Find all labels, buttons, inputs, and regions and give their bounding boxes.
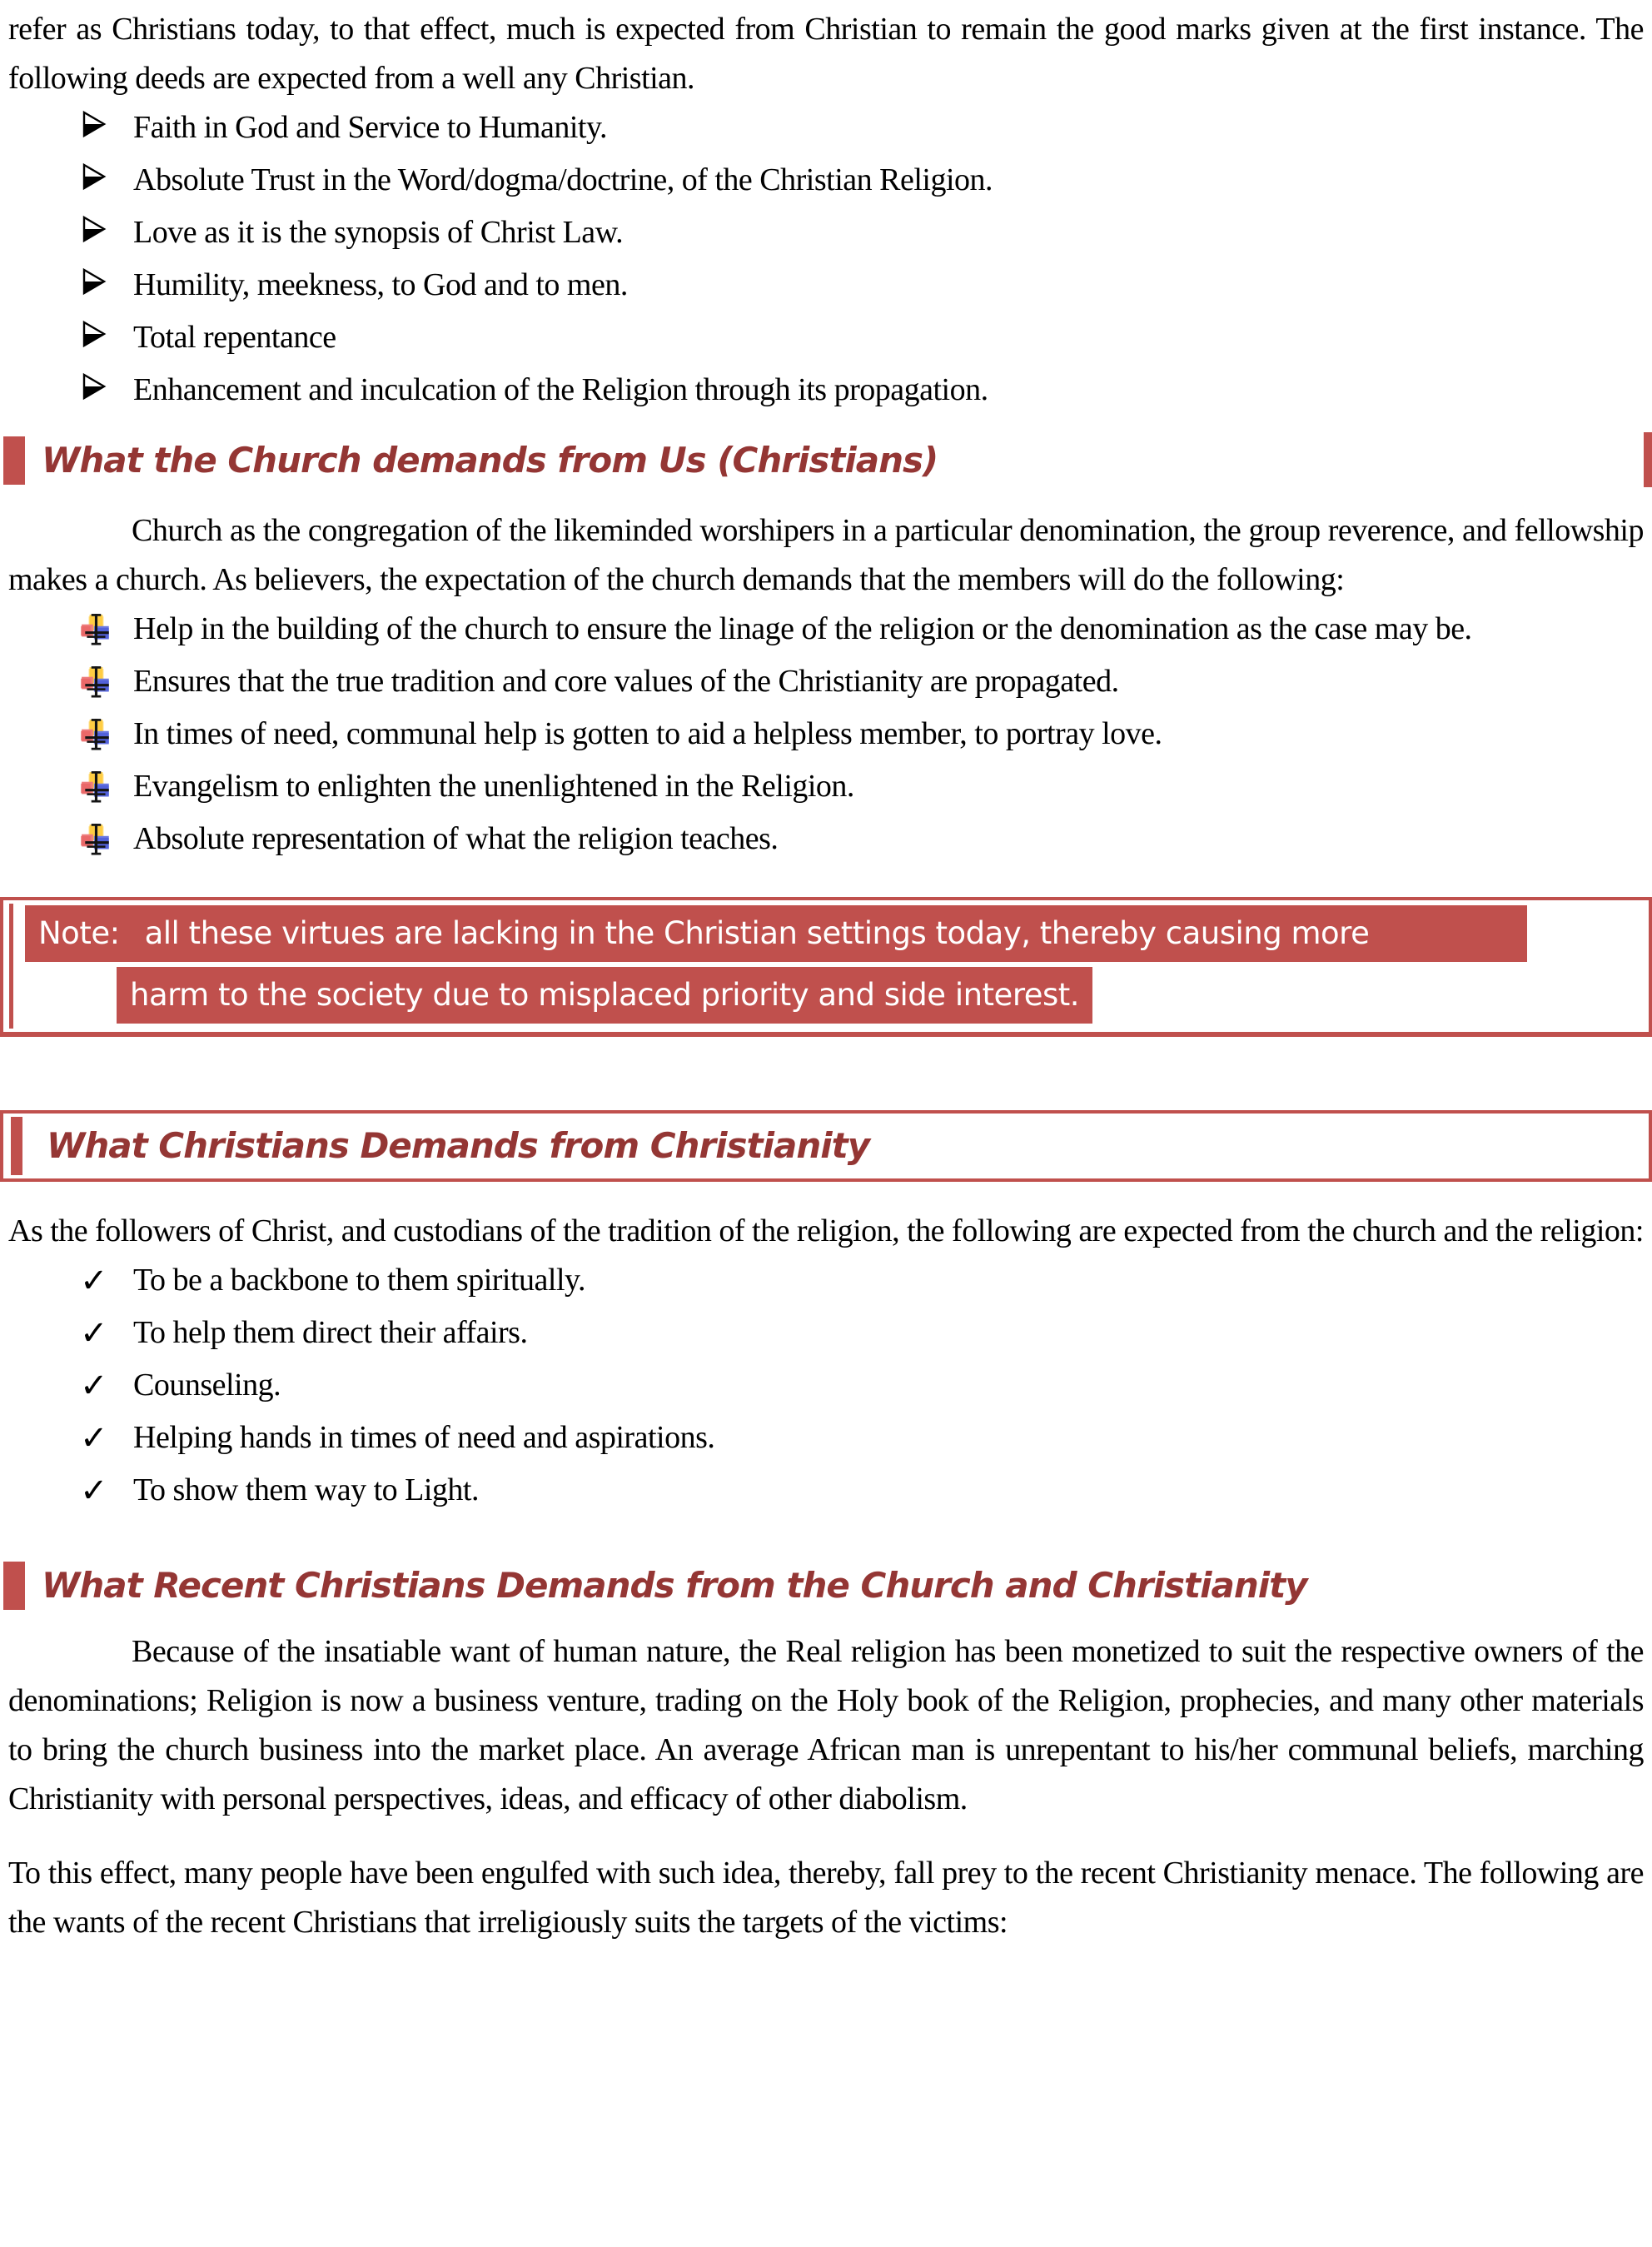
list-item — [80, 1361, 1644, 1410]
note-label: Note: — [38, 915, 120, 951]
intro-paragraph: refer as Christians today, to that effect, much is expected from Christian to remain the good marks given at the first instance. The following deeds are expected from a well any Christian. — [8, 12, 1644, 96]
section-heading-christians-demands — [0, 1110, 1652, 1182]
arrowhead-right-icon — [80, 261, 133, 296]
list-item — [80, 366, 1644, 415]
checkmark-icon: ✓ — [80, 1367, 108, 1405]
church-demands-list — [8, 605, 1644, 864]
list-item-text: Faith in God and Service to Humanity. — [133, 110, 607, 145]
arrowhead-right-icon — [80, 208, 133, 243]
list-item — [80, 657, 1644, 706]
colored-cross-icon — [80, 657, 133, 699]
list-item-text: To help them direct their affairs. — [133, 1315, 528, 1350]
colored-cross-icon — [80, 710, 133, 751]
list-item-text: Absolute Trust in the Word/dogma/doctrine, of the Christian Religion. — [133, 162, 993, 197]
list-item — [80, 103, 1644, 152]
checkmark-icon: ✓ — [80, 1314, 108, 1353]
list-item — [80, 313, 1644, 362]
section1-title: What the Church demands from Us (Christians) — [42, 440, 938, 481]
heading-right-bar — [1644, 432, 1652, 487]
arrowhead-right-icon — [80, 366, 133, 401]
list-item — [80, 261, 1644, 310]
arrowhead-right-icon — [80, 156, 133, 191]
list-item — [80, 605, 1644, 654]
list-item-text: To show them way to Light. — [133, 1472, 479, 1507]
list-item-text: Evangelism to enlighten the unenlightened in the Religion. — [133, 769, 854, 804]
checkmark-icon: ✓ — [80, 1262, 108, 1300]
note-line-2: harm to the society due to misplaced priority and side interest. — [117, 967, 1092, 1024]
section3-paragraph-1: Because of the insatiable want of human nature, the Real religion has been monetized to suit the respective owners of the denominations; Religion is now a business venture, trading on the Holy book of the Religion, prophecies, and many other materials to bring the church business into the market place. An average African man is unrepentant to his/her communal beliefs, marching Christianity with personal perspectives, ideas, and efficacy of other diabolism. — [8, 1634, 1644, 1816]
list-item — [80, 1308, 1644, 1358]
list-item-text: Ensures that the true tradition and core values of the Christianity are propagated. — [133, 664, 1119, 699]
list-item-text: Help in the building of the church to ensure the linage of the religion or the denomination as the case may be. — [133, 611, 1472, 646]
list-item — [80, 156, 1644, 205]
arrowhead-right-icon — [80, 103, 133, 138]
list-item-text: Love as it is the synopsis of Christ Law. — [133, 215, 624, 250]
list-item-text: In times of need, communal help is gotten to aid a helpless member, to portray love. — [133, 716, 1162, 751]
section3-paragraph-2: To this effect, many people have been engulfed with such idea, thereby, fall prey to the recent Christianity menace. The following are the wants of the recent Christians that irreligiously suits the targets of the victims: — [8, 1856, 1644, 1940]
note-line1-text: all these virtues are lacking in the Christian settings today, thereby causing more — [144, 915, 1370, 951]
checkmark-icon: ✓ — [80, 1419, 108, 1457]
list-item-text: Total repentance — [133, 320, 336, 355]
expectations-list — [8, 1256, 1644, 1515]
list-item-text: Enhancement and inculcation of the Religion through its propagation. — [133, 372, 988, 407]
section-heading-church-demands — [3, 436, 1644, 486]
note-line-1 — [25, 905, 1527, 962]
checkmark-icon: ✓ — [80, 1472, 108, 1510]
list-item — [80, 208, 1644, 257]
list-item-text: To be a backbone to them spiritually. — [133, 1263, 586, 1298]
heading-left-bar — [3, 436, 25, 485]
colored-cross-icon — [80, 815, 133, 856]
list-item — [80, 1466, 1644, 1515]
section2-title: What Christians Demands from Christianity — [47, 1125, 870, 1166]
section1-intro: Church as the congregation of the likeminded worshipers in a particular denomination, the group reverence, and fellowship makes a church. As believers, the expectation of the church demands that the members will do the following: — [8, 513, 1644, 597]
arrowhead-right-icon — [80, 313, 133, 348]
list-item-text: Helping hands in times of need and aspirations. — [133, 1420, 715, 1455]
section3-title: What Recent Christians Demands from the Church and Christianity — [42, 1565, 1307, 1606]
section-heading-recent-christians — [3, 1561, 1644, 1611]
note-box — [0, 897, 1652, 1037]
colored-cross-icon — [80, 605, 133, 646]
list-item — [80, 710, 1644, 759]
list-item — [80, 815, 1644, 864]
heading-left-bar — [3, 1562, 25, 1610]
list-item-text: Humility, meekness, to God and to men. — [133, 267, 628, 302]
list-item-text: Absolute representation of what the religion teaches. — [133, 821, 779, 856]
deeds-list — [8, 103, 1644, 415]
section2-intro: As the followers of Christ, and custodians of the tradition of the religion, the following are expected from the church and the religion: — [8, 1213, 1644, 1248]
list-item-text: Counseling. — [133, 1368, 281, 1403]
list-item — [80, 1413, 1644, 1462]
list-item — [80, 762, 1644, 811]
colored-cross-icon — [80, 762, 133, 804]
list-item — [80, 1256, 1644, 1305]
